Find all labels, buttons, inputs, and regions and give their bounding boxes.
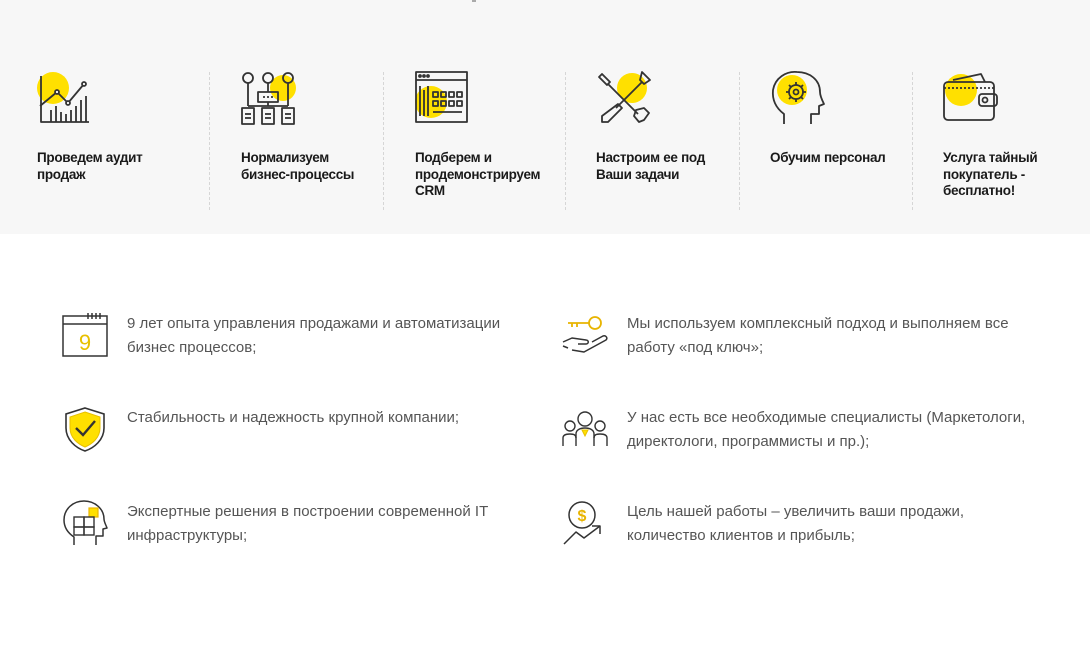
step-label: Подберем и продемонстрируем CRM xyxy=(415,150,541,198)
step-label: Услуга тайный покупатель - бесплатно! xyxy=(943,150,1038,198)
chart-growth-icon xyxy=(37,70,93,126)
money-growth-icon xyxy=(562,500,608,546)
shield-check-icon xyxy=(62,406,108,452)
step-label: Нормализуем бизнес-процессы xyxy=(241,150,355,182)
feature-text: Мы используем комплексный подход и выполняем все работу «под ключ»; xyxy=(627,315,1009,356)
step-label: Проведем аудит продаж xyxy=(37,150,143,182)
head-puzzle-icon xyxy=(62,500,108,546)
step-label: Настроим ее под Ваши задачи xyxy=(596,150,705,182)
key-hand-icon xyxy=(562,312,608,358)
process-flow-icon xyxy=(241,70,297,126)
divider xyxy=(912,72,913,210)
divider xyxy=(739,72,740,210)
calendar-number: 9 xyxy=(78,330,92,355)
team-icon xyxy=(562,406,608,452)
calendar-icon xyxy=(62,312,108,358)
feature-text: У нас есть все необходимые специалисты (Маркетологи, директологи, программисты и пр.); xyxy=(627,409,1026,450)
divider xyxy=(383,72,384,210)
tools-icon xyxy=(596,70,652,126)
wallet-icon xyxy=(943,70,999,126)
crm-window-icon xyxy=(415,70,471,126)
step-label: Обучим персонал xyxy=(770,150,886,165)
svg-text:$: $ xyxy=(577,508,587,525)
feature-text: Цель нашей работы – увеличить ваши продажи, количество клиентов и прибыль; xyxy=(627,503,965,544)
feature-text: Экспертные решения в построении современной IT инфраструктуры; xyxy=(127,503,488,544)
head-gear-icon xyxy=(770,70,826,126)
top-indicator xyxy=(472,0,476,2)
services-band xyxy=(0,0,1090,234)
feature-text: 9 лет опыта управления продажами и автоматизации бизнес процессов; xyxy=(127,315,501,356)
divider xyxy=(565,72,566,210)
divider xyxy=(209,72,210,210)
feature-text: Стабильность и надежность крупной компании; xyxy=(127,409,460,426)
